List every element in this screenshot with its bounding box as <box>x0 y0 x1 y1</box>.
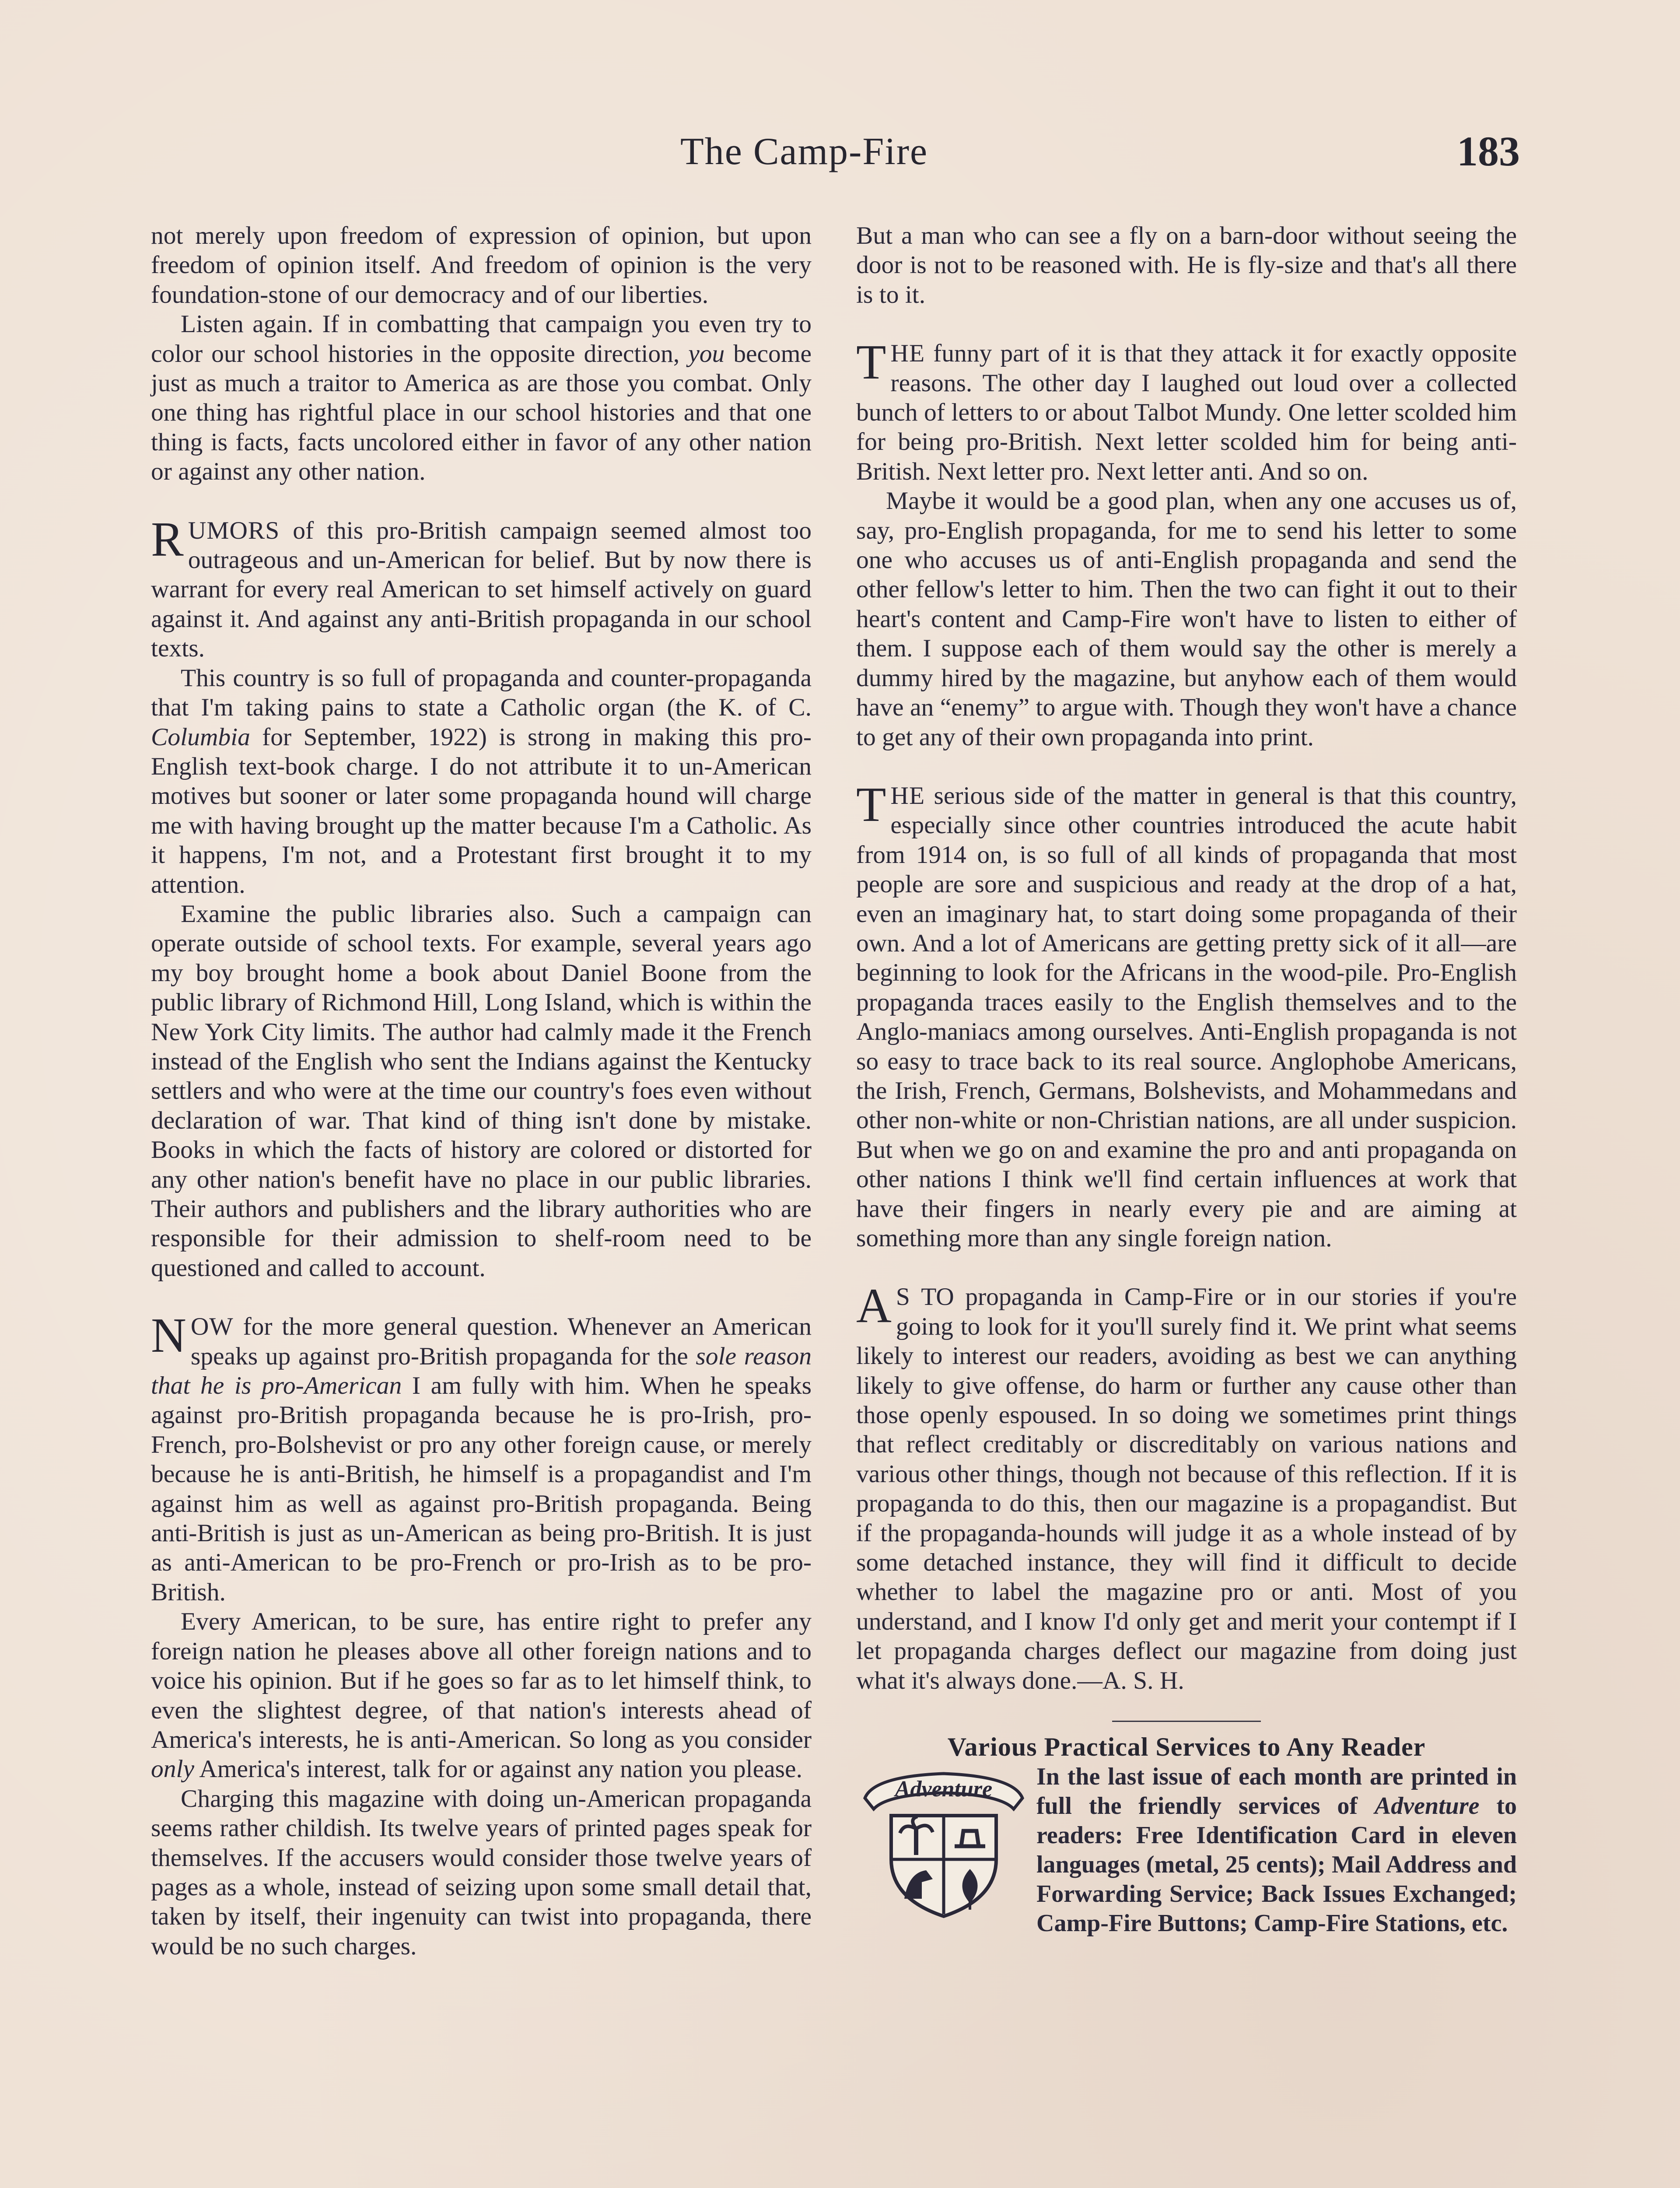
drop-cap: T <box>856 777 886 832</box>
drop-cap: T <box>856 335 886 390</box>
emphasis: Columbia <box>151 723 250 751</box>
emphasis: sole reason that he is pro-American <box>151 1342 812 1400</box>
right-column <box>856 221 1517 1938</box>
services-box <box>856 1732 1517 1938</box>
section-paragraph: THE funny part of it is that they attack it for exactly opposite reasons. The other day I laughed out loud over a collected bunch of letters to or about Talbot Mundy. One letter scolded him for being pro-British. Next letter scolded him for being anti-British. Next letter pro. Next letter anti. And so on. <box>856 335 1517 485</box>
paragraph: But a man who can see a fly on a barn-door without seeing the door is not to be reasoned with. He is fly-size and that's all there is to it. <box>856 222 1517 309</box>
adventure-emblem-icon <box>856 1767 1031 1921</box>
drop-cap: A <box>856 1279 892 1333</box>
section-paragraph: THE serious side of the matter in general is that this country, especially since other countries introduced the acute habit from 1914 on, is so full of all kinds of propaganda that most people are sore and suspicious and ready at the drop of a hat, even an imaginary hat, to start doing some propaganda of their own. And a lot of Americans are getting pretty sick of it all—are beginning to look for the Africans in the wood-pile. Pro-English propaganda traces easily to the English themselves and to the Anglo-maniacs among ourselves. Anti-English propaganda is not so easy to trace back to its real source. Anglophobe Americans, the Irish, French, Germans, Bolshevists, and Mohammedans and other non-white or non-Christian nations, are all under suspicion. But when we go on and examine the pro and anti propaganda on other nations I think we'll find certain influences at work that have their fingers in nearly every pie and are aiming at something more than any single foreign nation. <box>856 777 1517 1252</box>
emphasis: Adventure <box>1374 1792 1480 1820</box>
section-paragraph: A S TO propaganda in Camp-Fire or in our stories if you're going to look for it you'll surely find it. We print what seems likely to interest our readers, avoiding as best we can anything likely to give offense, do harm or further any cause other than those openly espoused. In so doing we sometimes print things that reflect creditably or discreditably on various nations and various other things, though not because of this reflection. If it is propaganda to do this, then our magazine is a propagandist. But if the propaganda-hounds will judge it as a whole instead of by some detached instance, they will find it difficult to decide whether to label the magazine pro or anti. Most of you understand, and I know I'd only get and merit your contempt if I let propaganda charges deflect our magazine from doing just what it's always done.—A. S. H. <box>856 1279 1517 1694</box>
drop-cap: R <box>151 512 184 567</box>
emphasis: only <box>151 1755 194 1783</box>
section-paragraph: RUMORS of this pro-British campaign seemed almost too outrageous and un-American for belief. But by now there is warrant for every real American to set himself actively on guard against it. And against any anti-British propaganda in our school texts. <box>151 512 812 663</box>
paragraph: not merely upon freedom of expression of opinion, but upon freedom of opinion itself. And freedom of opinion is the very foundation-stone of our democracy and of our liberties. <box>151 222 812 309</box>
services-heading: Various Practical Services to Any Reader <box>947 1732 1426 1762</box>
paragraph: Examine the public libraries also. Such a campaign can operate outside of school texts. For example, several years ago my boy brought home a book about Daniel Boone from the public library of Richmond Hill, Long Island, which is within the New York City limits. The author had calmly made it the French instead of the English who sent the Indians against the Kentucky settlers and who were at the time our country's foes even without declaration of war. That kind of thing isn't done by mistake. Books in which the facts of history are colored or distorted for any other nation's benefit have no place in our public libraries. Their authors and publishers and the library authorities who are responsible for their admission to shelf-room need to be questioned and called to account. <box>151 900 812 1282</box>
paragraph: Maybe it would be a good plan, when any one accuses us of, say, pro-English propaganda, for me to send his letter to some one who accuses us of anti-English propaganda and send the other fellow's letter to him. Then the two can fight it out to their heart's content and Camp-Fire won't have to listen to either of them. I suppose each of them would say the other is merely a dummy hired by the magazine, but anyhow each of them would have an “enemy” to argue with. Though they won't have a chance to get any of their own propaganda into print. <box>856 487 1517 751</box>
emphasis: you <box>688 340 725 368</box>
services-text: In the last issue of each month are printed in full the friendly services of Adventure to readers: Free Identification Card in eleven languages (metal, 25 cents); Mail Address and Forwarding Service; Back Issues Exchanged; Camp-Fire Buttons; Camp-Fire Stations, etc. <box>1036 1763 1517 1937</box>
emblem-lettering: Adventure <box>895 1777 993 1802</box>
paragraph: Listen again. If in combatting that campaign you even try to color our school histories in the opposite direction, you become just as much a traitor to America as are those you combat. Only one thing has rightful place in our school histories and that one thing is facts, facts uncolored either in favor of any other nation or against any other nation. <box>151 310 812 486</box>
running-head-title: The Camp-Fire <box>680 130 928 173</box>
paragraph: Every American, to be sure, has entire right to prefer any foreign nation he pleases above all other foreign nations and to voice his opinion. But if he goes so far as to let himself think, to even the slightest degree, of that nation's interests ahead of America's interests, he is anti-American. So long as you consider only America's interest, talk for or against any nation you please. <box>151 1608 812 1783</box>
page-number: 183 <box>1457 128 1520 175</box>
paragraph: This country is so full of propaganda and counter-propaganda that I'm taking pains to state a Catholic organ (the K. of C. Columbia for September, 1922) is strong in making this pro-English text-book charge. I do not attribute it to un-American motives but sooner or later some propaganda hound will charge me with having brought up the matter because I'm a Catholic. As it happens, I'm not, and a Protestant first brought it to my attention. <box>151 664 812 898</box>
paragraph: Charging this magazine with doing un-American propaganda seems rather childish. Its twelve years of printed pages speak for themselves. If the accusers would consider those twelve years of pages as a whole, instead of seizing upon some small detail that, taken by itself, their ingenuity can twist into propaganda, there would be no such charges. <box>151 1785 812 1960</box>
drop-cap: N <box>151 1308 186 1363</box>
left-column <box>151 221 812 1961</box>
section-paragraph: NOW for the more general question. Whenever an American speaks up against pro-British propaganda for the sole reason that he is pro-American I am fully with him. When he speaks against pro-British propaganda because he is pro-Irish, pro-French, pro-Bolshevist or pro any other foreign cause, or merely because he is anti-British, he himself is a propagandist and I'm against him as well as against pro-British propaganda. Being anti-British is just as un-American as being pro-British. It is just as anti-American to be pro-French or pro-Irish as to be pro-British. <box>151 1308 812 1606</box>
divider-rule <box>1112 1721 1261 1722</box>
